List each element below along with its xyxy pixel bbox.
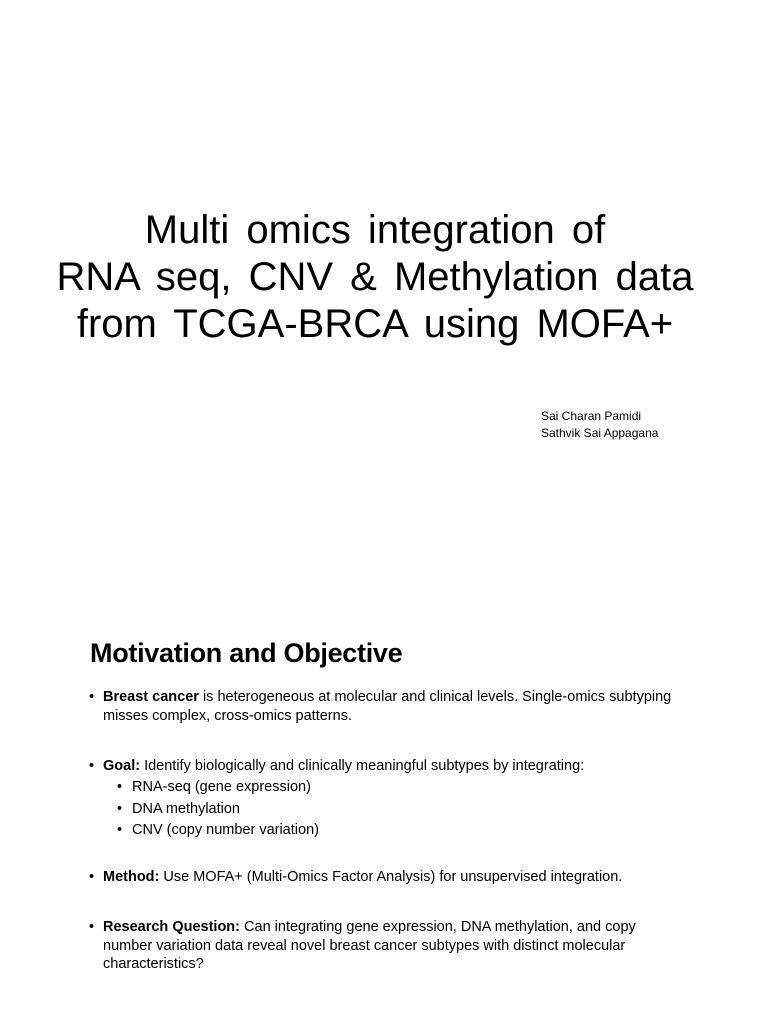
presentation-title [20, 207, 730, 348]
bullet-dot: • [117, 822, 123, 838]
bullet-item-method [89, 868, 683, 887]
bullet-dot: • [117, 801, 123, 817]
bullet-text: Use MOFA+ (Multi-Omics Factor Analysis) for unsupervised integration. [159, 869, 623, 885]
bullet-item-research-question [89, 918, 655, 974]
bullet-text: is heterogeneous at molecular and clinical levels. Single-omics subtyping misses complex, cross-omics patterns. [103, 689, 672, 724]
bullet-dot: • [89, 919, 95, 935]
title-line-1: Multi omics integration of [144, 208, 606, 252]
author-name: Sathvik Sai Appagana [541, 426, 659, 440]
sub-bullet-text: CNV (copy number variation) [132, 822, 319, 838]
author-list [541, 408, 658, 442]
title-line-2: RNA seq, CNV & Methylation data [56, 255, 694, 299]
sub-bullet-text: RNA-seq (gene expression) [132, 779, 311, 795]
bullet-bold-label: Goal: [103, 758, 141, 774]
sub-bullet-text: DNA methylation [132, 801, 240, 817]
bullet-dot: • [89, 869, 95, 885]
bullet-text: Can integrating gene expression, DNA methylation, and copy number variation data reveal novel breast cancer subtypes with distinct molecular characteristics? [103, 919, 636, 972]
bullet-text: Identify biologically and clinically meaningful subtypes by integrating: [140, 758, 585, 774]
bullet-dot: • [117, 779, 123, 795]
title-line-3: from TCGA-BRCA using MOFA+ [76, 302, 674, 346]
bullet-dot: • [89, 689, 95, 705]
slide-heading: Motivation and Objective [90, 638, 403, 668]
bullet-dot: • [89, 758, 95, 774]
bullet-item-goal [89, 757, 683, 776]
author-name: Sai Charan Pamidi [541, 409, 642, 423]
bullet-bold-label: Research Question: [103, 919, 240, 935]
bullet-bold-label: Breast cancer [103, 689, 199, 705]
sub-bullet-item [117, 778, 311, 797]
motivation-slide [0, 620, 768, 1024]
bullet-item-breast-cancer [89, 688, 683, 725]
sub-bullet-item [117, 800, 240, 819]
sub-bullet-item [117, 821, 319, 840]
bullet-bold-label: Method: [103, 869, 160, 885]
